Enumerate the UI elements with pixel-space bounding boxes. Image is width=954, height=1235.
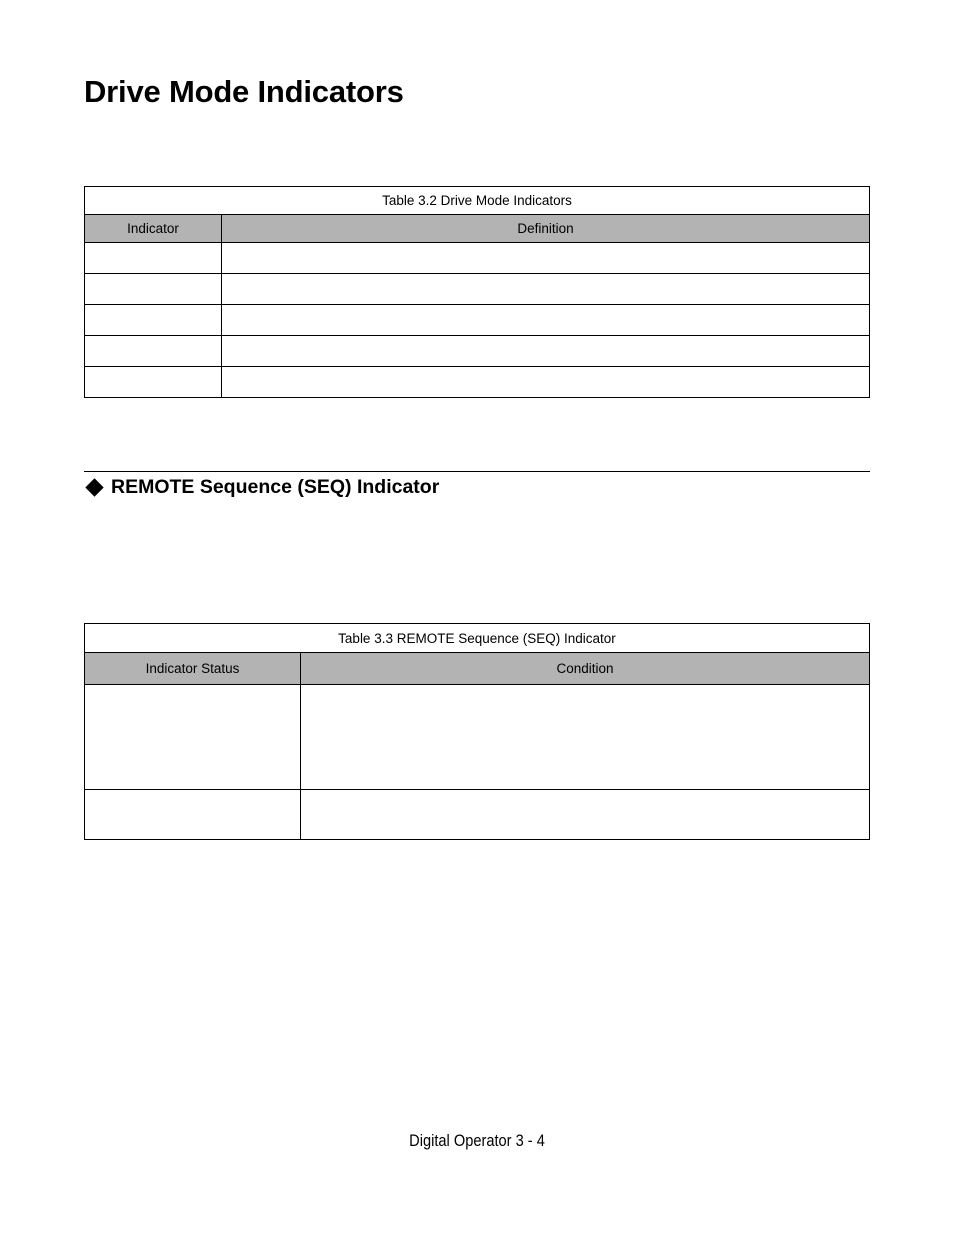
table-cell [85, 367, 222, 398]
section-heading-text: REMOTE Sequence (SEQ) Indicator [111, 476, 440, 498]
table-row [85, 243, 870, 274]
table-row [85, 367, 870, 398]
section-heading [84, 476, 439, 499]
table-cell [222, 305, 870, 336]
table-row [85, 336, 870, 367]
table-cell [85, 274, 222, 305]
column-header-indicator-status: Indicator Status [85, 653, 301, 685]
table-cell [85, 336, 222, 367]
table-cell [301, 685, 870, 790]
table-caption: Table 3.3 REMOTE Sequence (SEQ) Indicator [85, 624, 870, 653]
table-caption: Table 3.2 Drive Mode Indicators [85, 187, 870, 215]
table-cell [222, 243, 870, 274]
drive-mode-indicators-table [84, 186, 870, 398]
table-row [85, 685, 870, 790]
column-header-definition: Definition [222, 215, 870, 243]
table-cell [85, 305, 222, 336]
table-cell [222, 274, 870, 305]
table-cell [222, 336, 870, 367]
table-row [85, 790, 870, 840]
page-title: Drive Mode Indicators [84, 74, 404, 109]
table-row [85, 274, 870, 305]
table-cell [301, 790, 870, 840]
table-cell [222, 367, 870, 398]
section-divider [84, 471, 870, 472]
table-cell [85, 685, 301, 790]
column-header-condition: Condition [301, 653, 870, 685]
page-footer: Digital Operator 3 - 4 [409, 1131, 545, 1150]
diamond-bullet-icon [85, 478, 103, 496]
remote-sequence-indicator-table [84, 623, 870, 840]
table-cell [85, 790, 301, 840]
table-row [85, 305, 870, 336]
column-header-indicator: Indicator [85, 215, 222, 243]
table-cell [85, 243, 222, 274]
